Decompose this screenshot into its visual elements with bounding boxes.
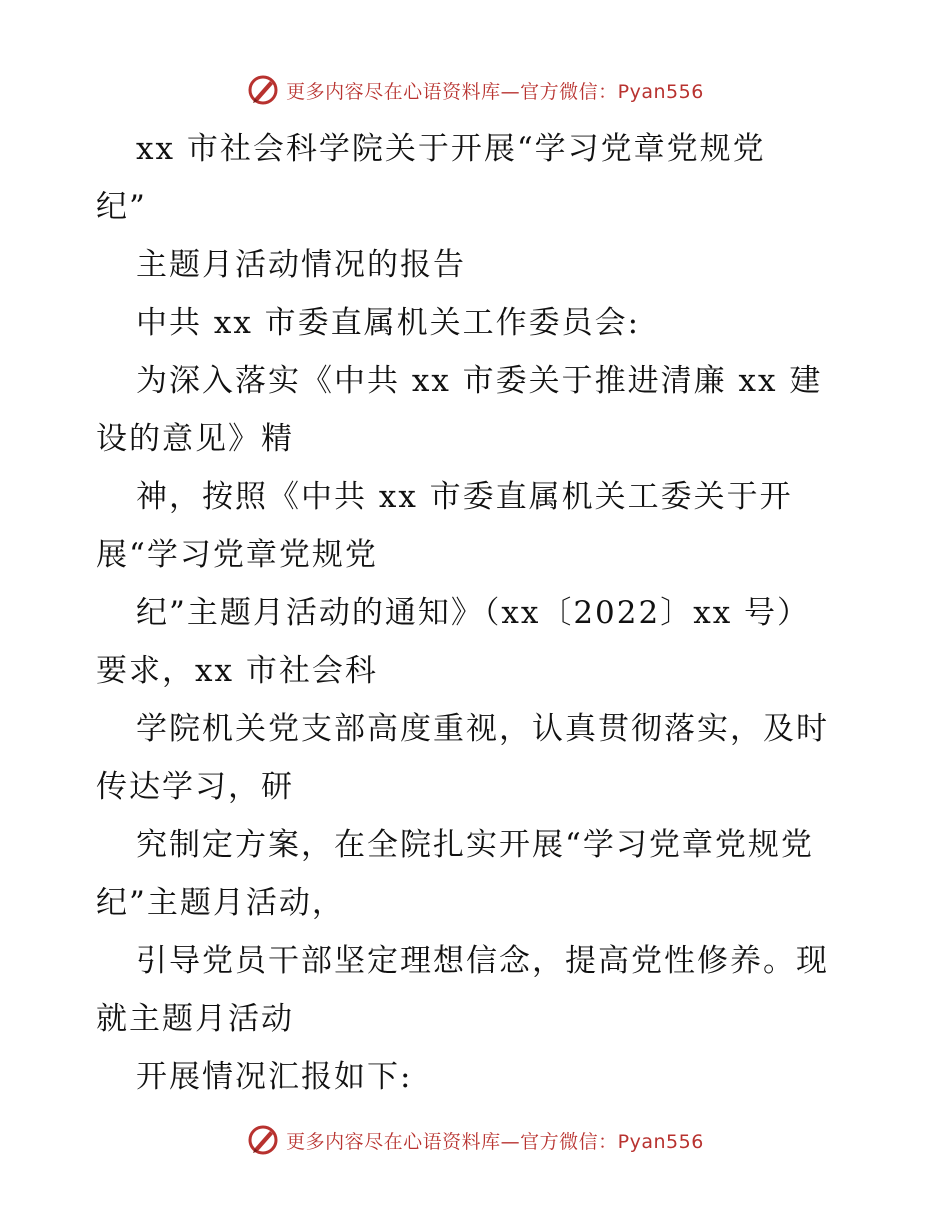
pen-logo-icon bbox=[246, 73, 280, 107]
footer-watermark bbox=[0, 1120, 950, 1160]
doc-paragraph-line: 开展情况汇报如下: bbox=[136, 1059, 413, 1095]
doc-paragraph-line: 神，按照《中共 xx 市委直属机关工委关于开 bbox=[136, 479, 793, 515]
doc-paragraph-line: 纪”主题月活动的通知》（xx〔2022〕xx 号） bbox=[136, 595, 811, 631]
doc-title-line-1: xx 市社会科学院关于开展“学习党章党规党 bbox=[136, 131, 766, 167]
watermark-text: 更多内容尽在心语资料库—官方微信：Pyan556 bbox=[286, 80, 704, 103]
doc-paragraph-line: 设的意见》精 bbox=[96, 421, 294, 457]
doc-paragraph-line: 为深入落实《中共 xx 市委关于推进清廉 xx 建 bbox=[136, 363, 823, 399]
pen-logo-icon bbox=[246, 1123, 280, 1157]
doc-paragraph-line: 学院机关党支部高度重视，认真贯彻落实，及时 bbox=[136, 711, 829, 747]
doc-paragraph-line: 展“学习党章党规党 bbox=[96, 537, 378, 573]
doc-paragraph-line: 传达学习，研 bbox=[96, 769, 294, 805]
watermark-text: 更多内容尽在心语资料库—官方微信：Pyan556 bbox=[286, 1130, 704, 1153]
doc-title-line-2: 纪” bbox=[96, 189, 147, 225]
header-watermark bbox=[0, 70, 950, 110]
doc-paragraph-line: 纪”主题月活动， bbox=[96, 885, 345, 921]
document-body bbox=[96, 120, 856, 1106]
doc-paragraph-line: 要求，xx 市社会科 bbox=[96, 653, 378, 689]
doc-paragraph-line: 究制定方案，在全院扎实开展“学习党章党规党 bbox=[136, 827, 814, 863]
doc-paragraph-line: 就主题月活动 bbox=[96, 1001, 294, 1037]
doc-recipient: 中共 xx 市委直属机关工作委员会: bbox=[136, 305, 641, 341]
doc-paragraph-line: 引导党员干部坚定理想信念，提高党性修养。现 bbox=[136, 943, 829, 979]
doc-title-line-3: 主题月活动情况的报告 bbox=[136, 247, 466, 283]
